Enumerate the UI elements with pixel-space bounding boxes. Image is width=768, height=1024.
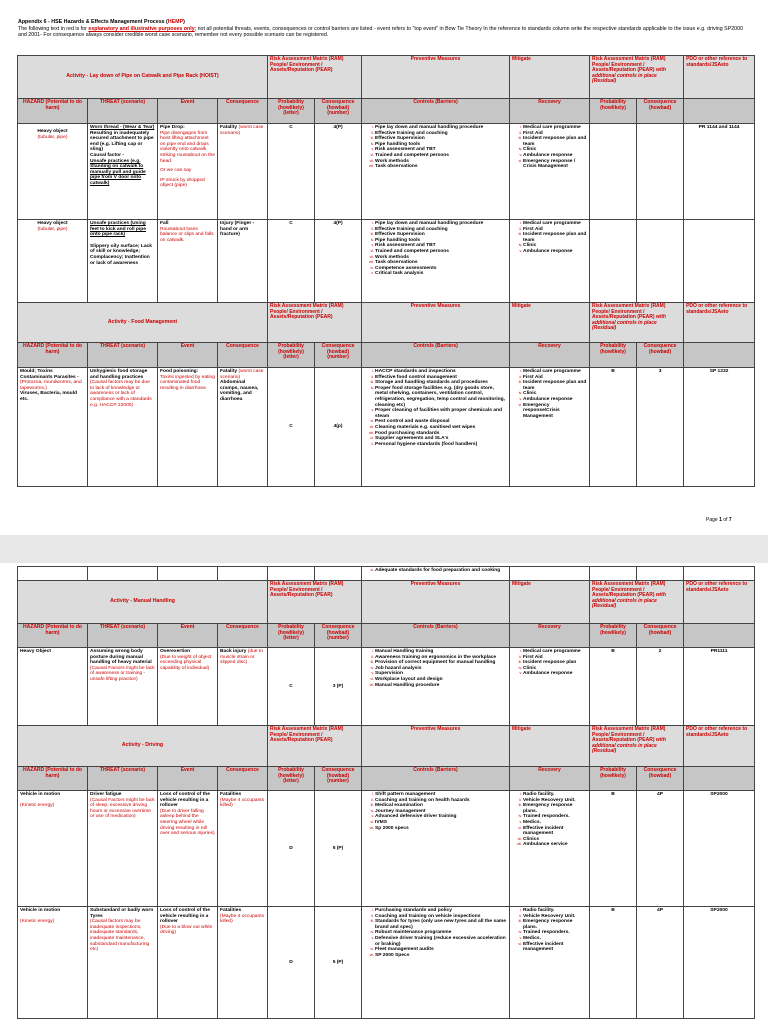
probability-cell: C [268,648,315,726]
list-item: iv. Trained responders. [523,814,587,820]
risk-matrix-label: Risk Assessment Matrix (RAM) People/ Environment / Assets/Reputation (PEAR) [268,303,362,343]
col-consequence-num: Consequence (howbad) (number) [315,343,362,368]
controls-list [364,369,507,447]
threat-cell: Worn thread - (Wear & Tear) Resulting in inadequately secured attachment to pipe end (e.g. Lifting cap or sling) Causal factor - Unsafe practices (e.g. Standing on catwalk to manually pull and guide pipe from V door onto catwalk) [88,124,158,220]
section-header-pipe [18,56,755,99]
res-probability-cell: B [590,648,637,726]
hemp-table-page-1 [17,55,755,487]
preventive-label: Preventive Measures [362,303,510,343]
col-consequence-num: Consequence (howbad) (number) [315,624,362,648]
list-item: iii. Provision of correct equipment for manual handling [375,660,507,666]
list-item: i. Shift pattern management [375,792,507,798]
list-item: vi. Trained and competent persons [375,249,507,255]
list-item: vii. Work methods [375,159,507,165]
list-item: vi. Pest control and waste disposal [375,419,507,425]
section-header-food [18,303,755,343]
list-item: iv. Clinic [523,391,587,397]
list-item: vi. Trained and competent persons [375,153,507,159]
hazard-cell: Vehicle in motion (Kinetic energy) [18,791,88,907]
controls-list [364,125,507,170]
col-res-consequence: Consequence (howbad) [637,343,684,368]
list-item: v. Ambulance response [523,671,587,677]
recovery-cell [510,368,590,487]
document-title: Appendix 6 - HSE Hazards & Effects Management Process (HEMP) [18,19,185,25]
controls-cell [362,220,510,303]
col-controls: Controls (Barriers) [362,343,510,368]
list-item: iv. Trained responders. [523,930,587,936]
res-severity-cell [637,567,684,581]
list-item: iv. Robust maintenance programme [375,930,507,936]
list-item: v. Ambulance response [523,153,587,159]
threat-cell: Substandard or badly worn Tyres (Causal factors may be inadequate inspections, inadequate standards, inadequate maintenance, substandard manufacturing etc) [88,907,158,1019]
list-item: v. Risk assessment and TBT [375,243,507,249]
recovery-cell [510,907,590,1019]
col-controls: Controls (Barriers) [362,767,510,791]
mitigate-label: Mitigate [510,303,590,343]
col-hazard: HAZARD (Potential to do harm) [18,99,88,124]
probability-cell: D [268,791,315,907]
list-item: iv. Pipe handling tools [375,238,507,244]
mitigate-label: Mitigate [510,726,590,767]
col-event: Event [158,343,218,368]
list-item: v. Medics. [523,936,587,942]
list-item: v. Supervision [375,671,507,677]
col-probability: Probability (howlikely) (letter) [268,624,315,648]
pdo-label: PDO or other reference to standards/JSAeto [684,56,755,99]
res-severity-cell: 4P [637,791,684,907]
list-item: ii. Effective food control management [375,375,507,381]
col-reference [684,343,755,368]
col-reference [684,767,755,791]
col-threat: THREAT (scenario) [88,343,158,368]
list-item: vi. Fleet management audits [375,947,507,953]
residual-label: Risk Assessment Matrix (RAM) People/ Environment / Assets/Reputation (PEAR) with additional controls in place (Residual) [590,726,684,767]
col-reference [684,624,755,648]
col-hazard: HAZARD (Potential to do harm) [18,767,88,791]
table-row [18,907,755,1019]
col-recovery: Recovery [510,624,590,648]
col-res-probability: Probability (howlikely) [590,767,637,791]
document-header [18,19,753,39]
event-cell: Fall Roustabout loses balance or slips and falls on catwalk. [158,220,218,303]
list-item: iii. Emergency response plans. [523,803,587,814]
list-item: iii. Incident response plan and team [523,380,587,391]
res-probability-cell [590,567,637,581]
hemp-table-page-2 [17,566,755,1019]
consequence-cell [218,567,268,581]
list-item: iii. Incident response plan [523,660,587,666]
list-item: ii. First Aid [523,227,587,233]
recovery-list [512,792,587,848]
col-threat: THREAT (scenario) [88,99,158,124]
col-res-probability: Probability (howlikely) [590,343,637,368]
table-row [18,567,755,581]
list-item: vi. Workplace layout and design [375,677,507,683]
list-item: x. Personal hygiene standards (food handlers) [375,442,507,448]
column-header-row [18,99,755,124]
list-item: i. Medical care programme [523,649,587,655]
threat-cell [88,567,158,581]
probability-cell: C [268,124,315,220]
threat-cell: Driver fatigue (Causal Factors might be lack of sleep, excessive driving hours or excessive overtime or use of medication) [88,791,158,907]
event-cell: Pipe Drop: Pipe disengages from hoist lifting attachment on pipe end and drops violently onto catwalk striking roustabout on the head. Or we can say IP struck by dropped object (pipe) [158,124,218,220]
recovery-list [512,369,587,419]
activity-title: Activity - Manual Handling [18,581,268,624]
event-cell: Loss of control of the vehicle resulting in a rollover (Due to a blow out while driving) [158,907,218,1019]
controls-cell [362,907,510,1019]
probability-cell: C [268,368,315,487]
severity-cell: 5 (P) [315,907,362,1019]
list-item: vii. Sp 2000 specs [375,826,507,832]
col-recovery: Recovery [510,343,590,368]
col-res-consequence: Consequence (howbad) [637,624,684,648]
col-res-consequence: Consequence (howbad) [637,767,684,791]
document-intro: The following text in red is for explanatory and illustrative purposes only; not all potential threats, events, consequences or control barriers are listed - event refers to "top event" in Bow Tie Theory In the reference to standards column write the respective standards applicable to the issue e.g. driving SP2000 and 2001- For consequence always consider credible worst case scenario, remember not every possible scenario can be registered. [18,25,744,39]
reference-cell: PR 1144 and 1144 [684,124,755,220]
consequence-cell: Fatality (worst case scenario) [218,124,268,220]
list-item: vi. Effective incident management [523,942,587,953]
controls-list [364,908,507,958]
controls-cell [362,368,510,487]
list-item: vii. Cleaning materials e.g. sanitised wet wipes [375,425,507,431]
recovery-list [512,125,587,170]
col-hazard: HAZARD (Potential to do harm) [18,343,88,368]
col-reference [684,99,755,124]
consequence-cell: Injury (Finger - hand or arm fracture) [218,220,268,303]
severity-cell: 4(P) [315,124,362,220]
res-probability-cell: B [590,907,637,1019]
list-item: v. Risk assessment and TBT [375,147,507,153]
col-res-probability: Probability (howlikely) [590,99,637,124]
probability-cell: D [268,907,315,1019]
risk-matrix-label: Risk Assessment Matrix (RAM) People/ Environment / Assets/Reputation (PEAR) [268,56,362,99]
list-item: i. Manual Handling training [375,649,507,655]
list-item: iii. Emergency response plans. [523,919,587,930]
list-item: viii. Task observations [375,260,507,266]
table-row [18,124,755,220]
list-item: v. Medics. [523,820,587,826]
list-item: ii. Coaching and training on vehicle inspections [375,914,507,920]
preventive-label: Preventive Measures [362,726,510,767]
list-item: ii. Vehicle Recovery Unit. [523,798,587,804]
res-probability-cell [590,220,637,303]
res-probability-cell [590,124,637,220]
severity-cell [315,567,362,581]
event-cell: Food poisoning: Toxins ingested by eating contaminated food resulting in diarrhoea [158,368,218,487]
res-severity-cell: 4P [637,907,684,1019]
list-item: ix. Supplier agreements and SLA's [375,436,507,442]
column-header-row [18,767,755,791]
hazard-cell: Heavy object (tubular, pipe) [18,220,88,303]
list-item: i. Medical care programme [523,369,587,375]
recovery-cell [510,124,590,220]
probability-cell: C [268,220,315,303]
list-item: v. Advanced defensive driver training [375,814,507,820]
consequence-cell: Fatalities (Maybe 4 occupants killed) [218,907,268,1019]
event-cell: Overexertion (Due to weight of object exceeding physical capability of individual) [158,648,218,726]
consequence-cell: Back injury (due to muscle strain or slipped disc) [218,648,268,726]
col-event: Event [158,99,218,124]
list-item: v. Proper cleaning of facilities with proper chemicals and steam [375,408,507,419]
reference-cell [684,567,755,581]
reference-cell: SP2000 [684,791,755,907]
severity-cell: 4(p) [315,368,362,487]
res-probability-cell: B [590,791,637,907]
controls-cell [362,648,510,726]
col-consequence: Consequence [218,767,268,791]
probability-cell [268,567,315,581]
list-item: ii. Coaching and training on health hazards [375,798,507,804]
threat-cell: Unsafe practices (Using feet to kick and roll pipe onto pipe rack) Slippery oily surface; Lack of skill or knowledge; Complacency; Inattention or lack of awareness [88,220,158,303]
col-event: Event [158,624,218,648]
list-item: iv. Clinic [523,147,587,153]
col-recovery: Recovery [510,99,590,124]
col-hazard: HAZARD (Potential to do harm) [18,624,88,648]
preventive-label: Preventive Measures [362,581,510,624]
section-header-manual [18,581,755,624]
list-item: v. Ambulance response [523,249,587,255]
col-threat: THREAT (scenario) [88,767,158,791]
list-item: iii. Medical examination [375,803,507,809]
pdo-label: PDO or other reference to standards/JSAeto [684,726,755,767]
controls-list [364,649,507,688]
list-item: iii. Incident response plan and team [523,232,587,243]
col-consequence: Consequence [218,343,268,368]
res-severity-cell: 2 [637,648,684,726]
severity-cell: 5 (P) [315,791,362,907]
risk-matrix-label: Risk Assessment Matrix (RAM) People/ Environment / Assets/Reputation (PEAR) [268,726,362,767]
list-item: ii. Vehicle Recovery Unit. [523,914,587,920]
table-row [18,648,755,726]
controls-list [364,221,507,277]
threat-cell: Unhygienic food storage and handling practices (Causal factors may be due to lack of knowledge or awareness or lack of compliance with a standards e.g. HACCP 22000) [88,368,158,487]
list-item: vi. Emergency response / Crisis Management [523,159,587,170]
reference-cell: SP2000 [684,907,755,1019]
list-item: ix. Competence assessments [375,266,507,272]
recovery-list [512,221,587,255]
residual-label: Risk Assessment Matrix (RAM) People/ Environment / Assets/Reputation (PEAR) with additional controls in place (Residual) [590,303,684,343]
list-item: vii. Clinics [523,837,587,843]
section-header-driving [18,726,755,767]
list-item: viii. Ambulance service [523,842,587,848]
recovery-list [512,908,587,953]
list-item: vi. Effective incident management [523,826,587,837]
col-recovery: Recovery [510,767,590,791]
recovery-cell [510,567,590,581]
list-item: iv. Clinic [523,243,587,249]
controls-cell [362,791,510,907]
res-probability-cell: B [590,368,637,487]
list-item: i. Medical care programme [523,221,587,227]
column-header-row [18,343,755,368]
col-res-consequence: Consequence (howbad) [637,99,684,124]
mitigate-label: Mitigate [510,56,590,99]
list-item: iii. Effective Supervision [375,136,507,142]
list-item: i. HACCP standards and inspections [375,369,507,375]
mitigate-label: Mitigate [510,581,590,624]
hazard-cell: Heavy object (tubular, pipe) [18,124,88,220]
list-item: i. Radio facility. [523,792,587,798]
page-number: Page 1 of 7 [706,517,732,523]
list-item: ii. Effective training and coaching [375,131,507,137]
col-probability: Probability (howlikely) (letter) [268,767,315,791]
list-item: vi. Emergency response/Crisis Management [523,403,587,420]
hazard-cell: Mould; Toxins Contaminants Parasites - (Protozoa, roundworms, and tapeworms.) Viruses, Bacteria, mould etc. [18,368,88,487]
activity-title: Activity - Food Management [18,303,268,343]
list-item: i. Radio facility. [523,908,587,914]
list-item: iii. Standards for tyres (only use new tyres and all the same brand and spec) [375,919,507,930]
list-item: vii. SP 2000 Specs [375,953,507,959]
threat-cell: Assuming wrong body posture during manual handling of heavy material (Causal Factors might be lack of awareness or training - unsafe lifting practice) [88,648,158,726]
list-item: ii. First Aid [523,655,587,661]
list-item: xi. Adequate standards for food preparation and cooking [375,568,507,574]
hazard-cell: Vehicle in motion (Kinetic energy) [18,907,88,1019]
table-row [18,368,755,487]
consequence-cell: Fatalities (Maybe 4 occupants killed) [218,791,268,907]
list-item: vii. Manual Handling procedure [375,683,507,689]
activity-title: Activity - Driving [18,726,268,767]
table-row [18,791,755,907]
severity-cell: 3 (P) [315,648,362,726]
recovery-cell [510,220,590,303]
list-item: i. Purchasing standards and policy [375,908,507,914]
res-severity-cell [637,220,684,303]
col-consequence: Consequence [218,99,268,124]
list-item: i. Pipe lay down and manual handling procedure [375,221,507,227]
res-severity-cell: 3 [637,368,684,487]
list-item: iv. Proper food storage facilities e.g. (dry goods store, metal shelving, containers, ventilation control, refrigeration, segregation, temp control and monitoring, cleaning etc) [375,386,507,408]
list-item: ii. Effective training and coaching [375,227,507,233]
risk-matrix-label: Risk Assessment Matrix (RAM) People/ Environment / Assets/Reputation (PEAR) [268,581,362,624]
col-probability: Probability (howlikely) (letter) [268,343,315,368]
controls-cell [362,567,510,581]
column-header-row [18,624,755,648]
col-threat: THREAT (scenario) [88,624,158,648]
col-controls: Controls (Barriers) [362,99,510,124]
list-item: iv. Journey management [375,809,507,815]
list-item: iii. Effective Supervision [375,232,507,238]
col-event: Event [158,767,218,791]
preventive-label: Preventive Measures [362,56,510,99]
col-res-probability: Probability (howlikely) [590,624,637,648]
table-row [18,220,755,303]
list-item: ii. First Aid [523,375,587,381]
col-consequence-num: Consequence (howbad) (number) [315,767,362,791]
reference-cell [684,220,755,303]
pdo-label: PDO or other reference to standards/JSAeto [684,581,755,624]
list-item: x. Critical task analysis [375,271,507,277]
residual-label: Risk Assessment Matrix (RAM) People/ Environment / Assets/Reputation (PEAR) with additional controls in place (Residual) [590,581,684,624]
recovery-list [512,649,587,677]
hazard-cell [18,567,88,581]
consequence-cell: Fatality (worst case scenario) Abdominal cramps, nausea, vomiting, and diarrhoea [218,368,268,487]
list-item: i. Pipe lay down and manual handling procedure [375,125,507,131]
col-probability: Probability (howlikely) (letter) [268,99,315,124]
list-item: iii. Storage and handling standards and procedures [375,380,507,386]
hazard-cell: Heavy Object [18,648,88,726]
list-item: iv. Job hazard analysis [375,666,507,672]
residual-label: Risk Assessment Matrix (RAM) People/ Environment / Assets/Reputation (PEAR) with additional controls in place (Residual) [590,56,684,99]
reference-cell: SP 1232 [684,368,755,487]
list-item: iv. Clinic [523,666,587,672]
list-item: vii. Work methods [375,255,507,261]
list-item: viii. Task observations [375,164,507,170]
col-consequence-num: Consequence (howbad) (number) [315,99,362,124]
list-item: iii. Incident response plan and team [523,136,587,147]
res-severity-cell [637,124,684,220]
pdo-label: PDO or other reference to standards/JSAeto [684,303,755,343]
list-item: i. Medical care programme [523,125,587,131]
list-item: viii. Food purchasing standards [375,431,507,437]
col-consequence: Consequence [218,624,268,648]
event-cell: Loss of control of the vehicle resulting in a rollover (Due to driver falling asleep behind the steering wheel while driving resulting in roll over and serious injuries) [158,791,218,907]
recovery-cell [510,791,590,907]
controls-cell [362,124,510,220]
severity-cell: 4(P) [315,220,362,303]
activity-title: Activity - Lay down of Pipe on Catwalk and Pipe Rack (HOIST) [18,56,268,99]
list-item: ii. First Aid [523,131,587,137]
event-cell [158,567,218,581]
recovery-cell [510,648,590,726]
list-item: v. Defensive driver training (reduce excessive acceleration or braking) [375,936,507,947]
page-gap [0,535,768,563]
list-item: v. Ambulance response [523,397,587,403]
list-item: vi. IVMS [375,820,507,826]
controls-list [364,792,507,831]
list-item: iv. Pipe handling tools [375,142,507,148]
col-controls: Controls (Barriers) [362,624,510,648]
list-item: ii. Awareness training on ergonomics in the workplace [375,655,507,661]
reference-cell: PR1111 [684,648,755,726]
